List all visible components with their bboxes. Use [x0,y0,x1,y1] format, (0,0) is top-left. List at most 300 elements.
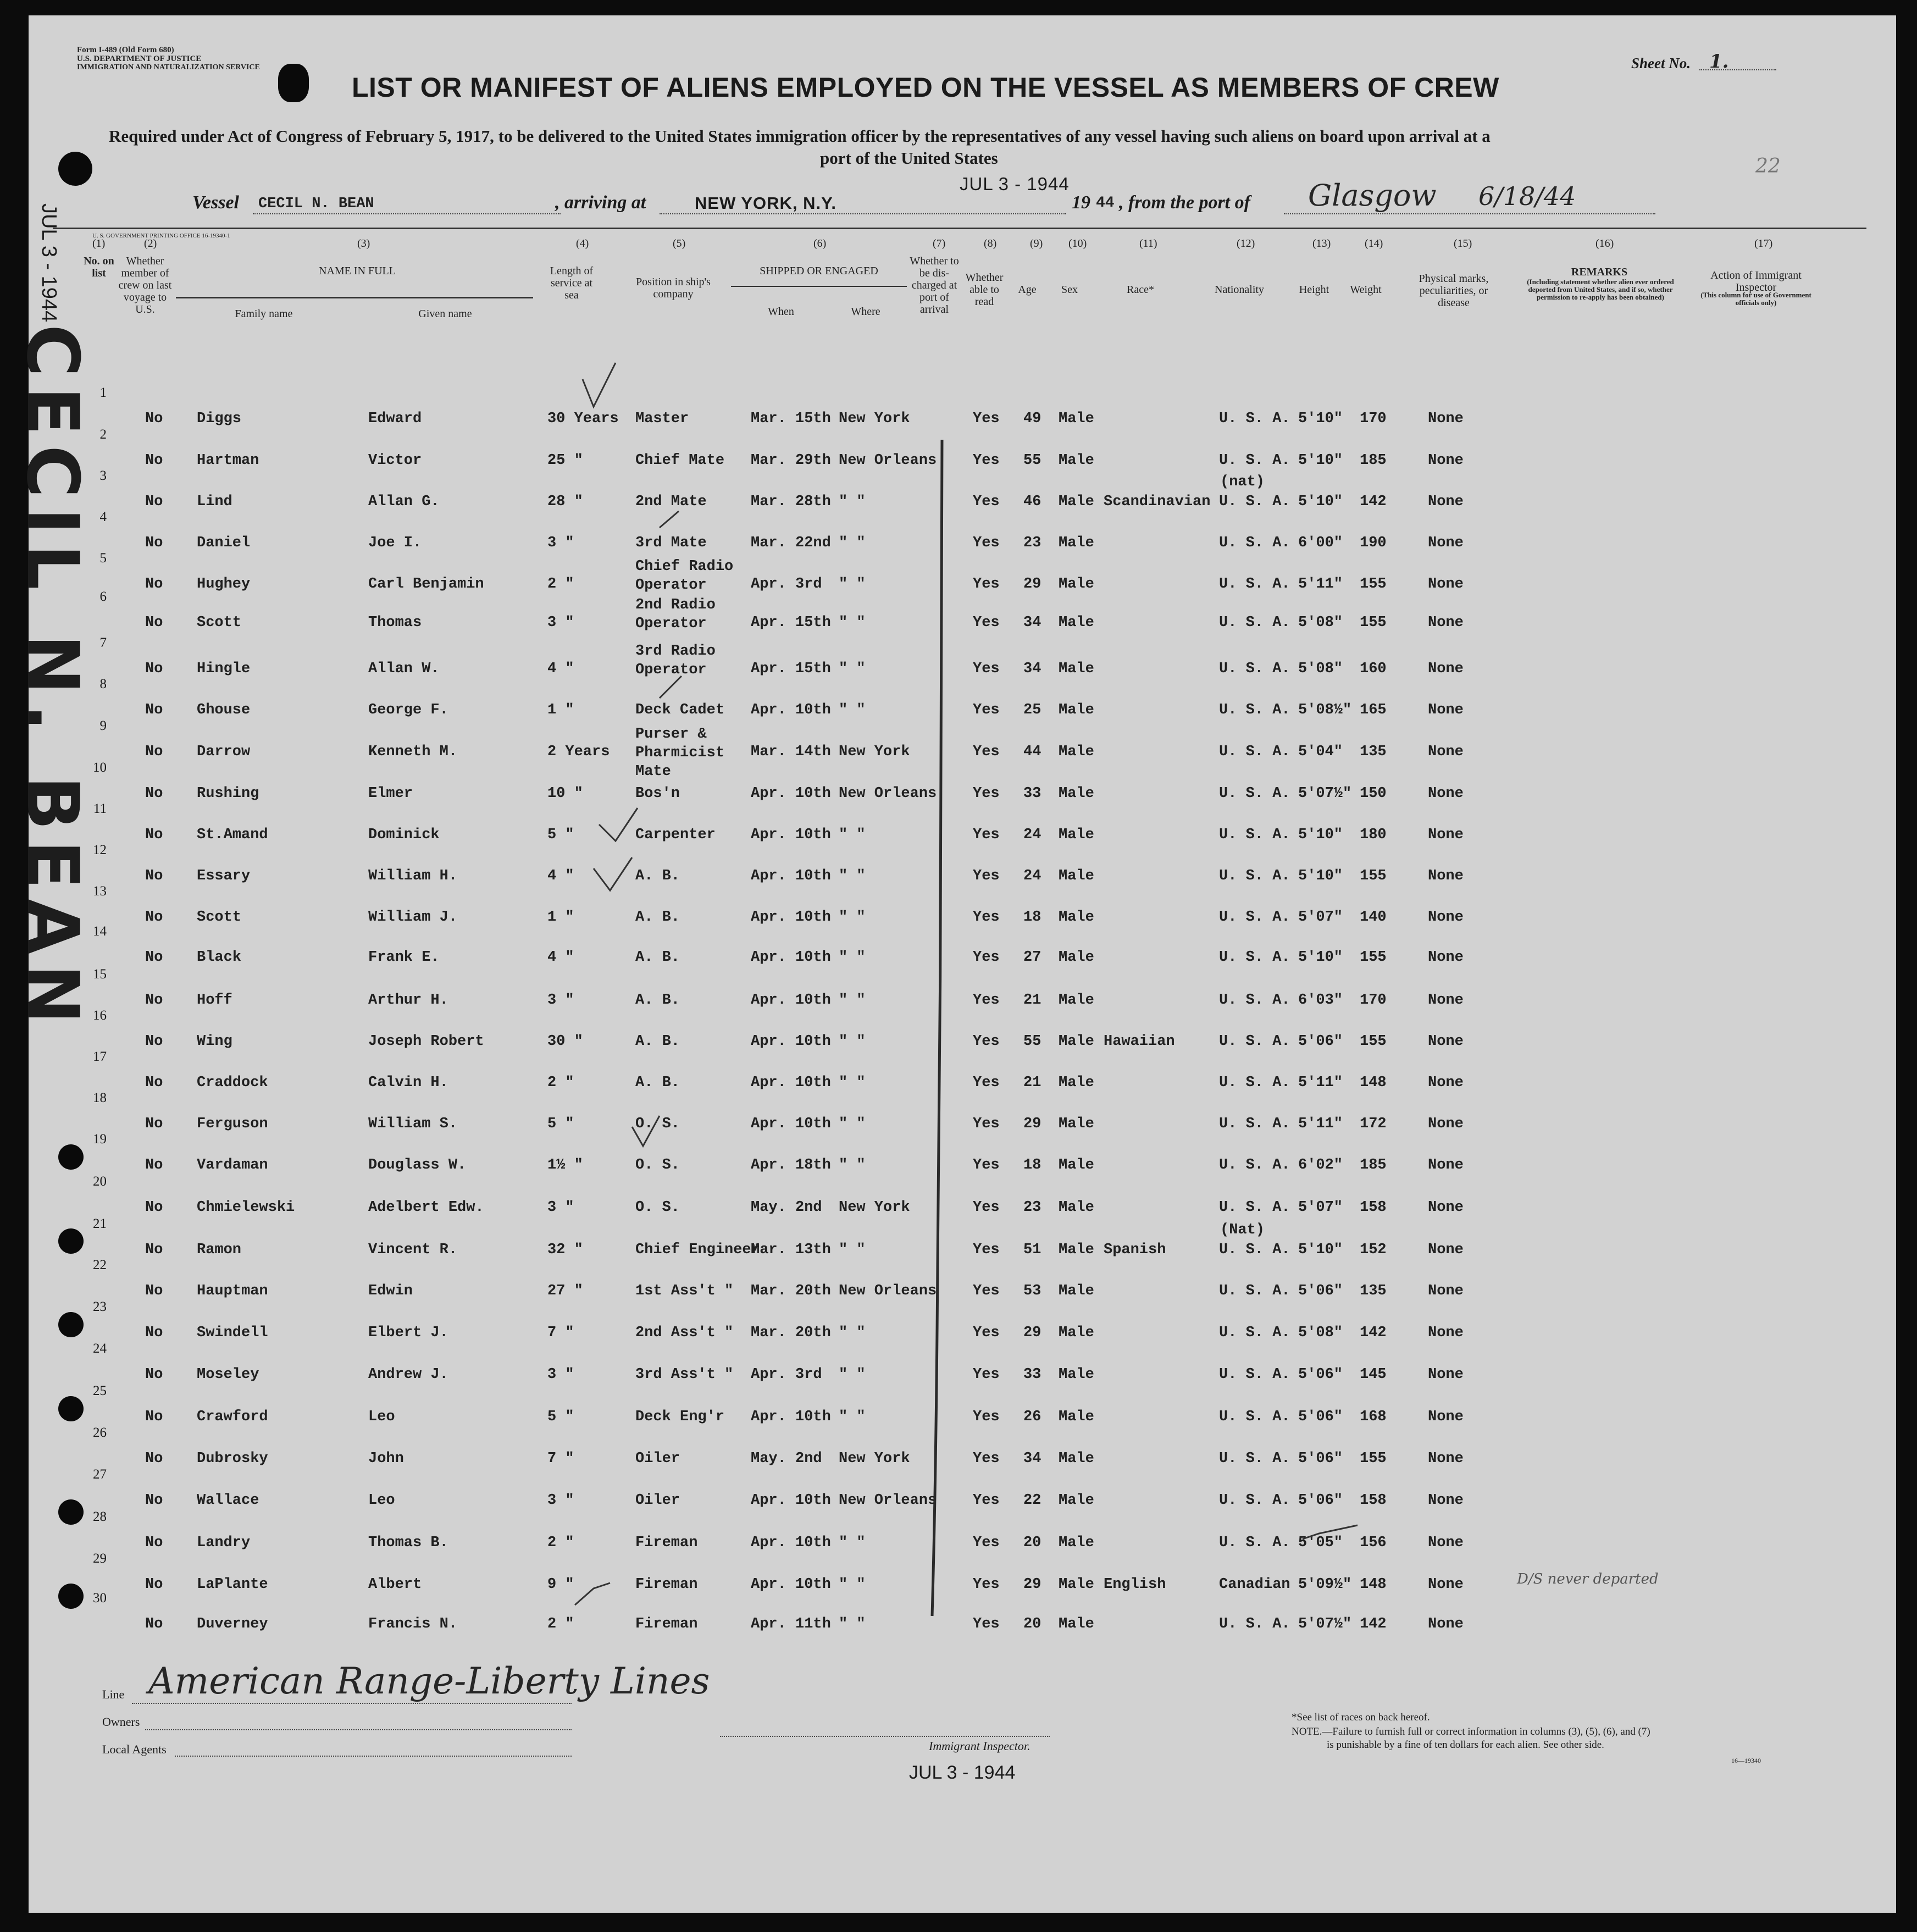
inspector-rule [720,1736,1050,1737]
able-to-read-cell: Yes [973,1283,1000,1299]
physical-marks-cell: None [1428,1157,1464,1173]
shipped-where-cell: " " [839,1366,866,1383]
given-name-cell: Arthur H. [368,992,448,1009]
last-voyage-cell: No [145,1409,163,1425]
service-length-cell: 27 " [547,1283,583,1299]
shipped-when-cell: Apr. 10th [751,1033,831,1050]
owners-label: Owners [102,1715,140,1729]
given-name-cell: Joe I. [368,535,422,551]
shipped-where-cell: " " [839,702,866,718]
sex-cell: Male [1059,785,1094,802]
weight-cell: 158 [1360,1199,1387,1216]
row-number: 26 [93,1425,107,1440]
last-voyage-cell: No [145,452,163,469]
shipped-when-cell: Apr. 15th [751,615,831,631]
given-name-cell: William S. [368,1116,458,1132]
position-cell: A. B. [635,1033,680,1050]
physical-marks-cell: None [1428,744,1464,760]
header-when: When [768,306,794,318]
family-name-cell: Black [197,949,242,966]
physical-marks-cell: None [1428,452,1464,469]
position-cell: O. S. [635,1116,680,1132]
height-cell: 5'06" [1298,1033,1343,1050]
shipped-where-cell: " " [839,1075,866,1091]
height-cell: 5'07" [1298,1199,1343,1216]
side-vessel-name: CECIL N. BEAN [11,324,95,1034]
nationality-cell: U. S. A. [1219,744,1290,760]
sex-cell: Male [1059,744,1094,760]
position-cell: Chief Mate [635,452,725,469]
physical-marks-cell: None [1428,992,1464,1009]
age-cell: 55 [1023,1033,1041,1050]
header-action-note: (This column for use of Government officials only) [1700,291,1811,307]
nationality-cell: U. S. A. [1219,452,1290,469]
last-voyage-cell: No [145,1242,163,1258]
service-length-cell: 4 " [547,949,574,966]
given-name-cell: Albert [368,1576,422,1593]
header-able-to-read: Whether able to read [965,272,1004,308]
physical-marks-cell: None [1428,909,1464,926]
row-number: 28 [93,1509,107,1524]
given-name-cell: Francis N. [368,1616,458,1632]
physical-marks-cell: None [1428,576,1464,593]
weight-cell: 140 [1360,909,1387,926]
position-cell: A. B. [635,868,680,884]
family-name-cell: Hauptman [197,1283,268,1299]
row-number: 23 [93,1299,107,1314]
nationality-cell: U. S. A. [1219,1409,1290,1425]
sex-cell: Male [1059,576,1094,593]
nationality-cell: U. S. A. [1219,1325,1290,1341]
sex-cell: Male [1059,1492,1094,1509]
weight-cell: 155 [1360,576,1387,593]
shipped-where-cell: New Orleans [839,785,937,802]
height-cell: 5'07½" [1298,1616,1352,1632]
position-cell: Master [635,411,689,427]
physical-marks-cell: None [1428,1451,1464,1467]
row-number: 17 [93,1049,107,1064]
shipped-where-cell: " " [839,1116,866,1132]
header-physical-marks: Physical marks, peculiarities, or disease [1419,273,1489,309]
row-number: 13 [93,884,107,899]
sex-cell: Male [1059,1242,1094,1258]
header-name-in-full: NAME IN FULL [319,265,396,277]
row-number: 19 [93,1132,107,1147]
agents-label: Local Agents [102,1742,167,1756]
given-name-cell: Frank E. [368,949,440,966]
printing-office: U. S. GOVERNMENT PRINTING OFFICE 16-19340-1 [92,232,230,239]
weight-cell: 180 [1360,827,1387,843]
service-length-cell: 3 " [547,992,574,1009]
given-name-cell: Victor [368,452,422,469]
row-number: 22 [93,1258,107,1272]
last-voyage-cell: No [145,411,163,427]
service-length-cell: 9 " [547,1576,574,1593]
height-cell: 5'07" [1298,909,1343,926]
nationality-cell: U. S. A. [1219,535,1290,551]
age-cell: 22 [1023,1492,1041,1509]
row-number: 12 [93,843,107,857]
age-cell: 23 [1023,535,1041,551]
column-number: (9) [1030,237,1043,250]
physical-marks-cell: None [1428,1283,1464,1299]
row-number: 21 [93,1216,107,1231]
nationality-cell: U. S. A. [1219,1616,1290,1632]
header-height: Height [1299,284,1329,296]
shipped-when-cell: Mar. 29th [751,452,831,469]
weight-cell: 142 [1360,494,1387,510]
age-cell: 27 [1023,949,1041,966]
document-subtitle: Required under Act of Congress of February 5, 1917, to be delivered to the United States immigration officer by the representatives of any vessel having such aliens on board upon arrival at a [109,126,1491,146]
sex-cell: Male [1059,1451,1094,1467]
last-voyage-cell: No [145,1366,163,1383]
arriving-port: NEW YORK, N.Y. [695,193,837,213]
discharge-vertical-line [932,440,942,1616]
shipped-where-cell: " " [839,535,866,551]
position-cell: Chief Engineer [635,1242,760,1258]
nationality-cell: U. S. A. [1219,411,1290,427]
age-cell: 20 [1023,1616,1041,1632]
sex-cell: Male [1059,411,1094,427]
row-number: 9 [99,718,107,733]
age-cell: 24 [1023,827,1041,843]
shipped-when-cell: Apr. 15th [751,661,831,677]
row-number: 15 [93,967,107,982]
line-rule [132,1703,572,1704]
family-name-cell: Ramon [197,1242,242,1258]
physical-marks-cell: None [1428,1075,1464,1091]
height-cell: 5'11" [1298,1075,1343,1091]
last-voyage-cell: No [145,1075,163,1091]
owners-rule [145,1729,572,1730]
sex-cell: Male [1059,1616,1094,1632]
nationality-cell: U. S. A. [1219,702,1290,718]
last-voyage-cell: No [145,702,163,718]
nationality-cell: U. S. A. [1219,1492,1290,1509]
nationality-cell: U. S. A. [1219,494,1290,510]
sex-cell: Male [1059,1283,1094,1299]
age-cell: 26 [1023,1409,1041,1425]
document-subtitle-2: port of the United States [820,148,998,168]
height-cell: 5'06" [1298,1409,1343,1425]
height-cell: 5'05" [1298,1535,1343,1551]
given-name-cell: Calvin H. [368,1075,448,1091]
weight-cell: 155 [1360,615,1387,631]
height-cell: 6'03" [1298,992,1343,1009]
height-cell: 5'11" [1298,576,1343,593]
shipped-when-cell: Apr. 10th [751,909,831,926]
shipped-when-cell: Apr. 11th [751,1616,831,1632]
nationality-cell: U. S. A. [1219,909,1290,926]
sex-cell: Male [1059,827,1094,843]
column-number: (6) [813,237,827,250]
service-length-cell: 7 " [547,1325,574,1341]
from-port: Glasgow [1308,178,1437,213]
arrival-date-stamp: JUL 3 - 1944 [960,174,1070,194]
service-length-cell: 5 " [547,1116,574,1132]
shipped-where-cell: " " [839,615,866,631]
shipped-when-cell: Mar. 22nd [751,535,831,551]
height-cell: 5'08" [1298,615,1343,631]
weight-cell: 168 [1360,1409,1387,1425]
column-number: (3) [357,237,370,250]
position-cell: Purser & Pharmicist Mate [635,726,725,780]
shipped-when-cell: Apr. 10th [751,827,831,843]
given-name-cell: Edwin [368,1283,413,1299]
nationality-cell: U. S. A. [1219,1116,1290,1132]
age-cell: 33 [1023,785,1041,802]
sex-cell: Male [1059,1366,1094,1383]
family-name-cell: Hoff [197,992,232,1009]
row-number: 1 [99,385,107,400]
given-name-cell: Vincent R. [368,1242,458,1258]
shipped-when-cell: Apr. 10th [751,1535,831,1551]
weight-cell: 145 [1360,1366,1387,1383]
able-to-read-cell: Yes [973,1033,1000,1050]
physical-marks-cell: None [1428,1409,1464,1425]
nationality-cell: U. S. A. [1219,1283,1290,1299]
last-voyage-cell: No [145,868,163,884]
able-to-read-cell: Yes [973,1199,1000,1216]
header-nationality: Nationality [1215,284,1264,296]
service-length-cell: 3 " [547,1366,574,1383]
weight-cell: 170 [1360,992,1387,1009]
race-cell: Scandinavian [1104,494,1211,510]
shipped-where-cell: " " [839,1576,866,1593]
physical-marks-cell: None [1428,1366,1464,1383]
position-cell: Oiler [635,1492,680,1509]
header-given-name: Given name [418,308,472,320]
age-cell: 33 [1023,1366,1041,1383]
age-cell: 44 [1023,744,1041,760]
last-voyage-cell: No [145,1199,163,1216]
position-cell: 3rd Mate [635,535,707,551]
position-cell: Deck Eng'r [635,1409,725,1425]
able-to-read-cell: Yes [973,1366,1000,1383]
able-to-read-cell: Yes [973,1242,1000,1258]
given-name-cell: Thomas [368,615,422,631]
nationality-cell: U. S. A. [1219,992,1290,1009]
last-voyage-cell: No [145,1451,163,1467]
shipped-when-cell: Mar. 20th [751,1283,831,1299]
family-name-cell: Chmielewski [197,1199,295,1216]
column-number: (4) [576,237,589,250]
last-voyage-cell: No [145,1033,163,1050]
position-cell: 3rd Radio Operator [635,643,716,678]
header-remarks: REMARKS [1571,266,1628,278]
nationality-cell: U. S. A. [1219,1075,1290,1091]
form-number: Form I-489 (Old Form 680) [77,46,174,54]
physical-marks-cell: None [1428,661,1464,677]
service-length-cell: 2 Years [547,744,610,760]
service-length-cell: 3 " [547,615,574,631]
height-cell: 5'11" [1298,1116,1343,1132]
able-to-read-cell: Yes [973,1576,1000,1593]
column-number: (15) [1454,237,1472,250]
able-to-read-cell: Yes [973,1409,1000,1425]
row-number: 3 [99,468,107,483]
height-cell: 5'10" [1298,827,1343,843]
pencil-tick [599,808,638,841]
row-number: 20 [93,1174,107,1189]
height-cell: 5'10" [1298,949,1343,966]
given-name-cell: Andrew J. [368,1366,448,1383]
column-number: (13) [1312,237,1331,250]
physical-marks-cell: None [1428,1492,1464,1509]
height-cell: 5'08" [1298,661,1343,677]
shipped-when-cell: Apr. 18th [751,1157,831,1173]
shipped-where-cell: " " [839,827,866,843]
shipped-when-cell: Apr. 3rd [751,1366,822,1383]
given-name-cell: John [368,1451,404,1467]
weight-cell: 158 [1360,1492,1387,1509]
given-name-cell: Adelbert Edw. [368,1199,484,1216]
shipped-when-cell: Apr. 10th [751,1492,831,1509]
nationality-cell: U. S. A. [1219,576,1290,593]
shipped-where-cell: New Orleans [839,1492,937,1509]
column-number: (7) [933,237,946,250]
age-cell: 46 [1023,494,1041,510]
position-cell: A. B. [635,992,680,1009]
family-name-cell: Crawford [197,1409,268,1425]
able-to-read-cell: Yes [973,992,1000,1009]
able-to-read-cell: Yes [973,494,1000,510]
position-cell: O. S. [635,1199,680,1216]
service-length-cell: 4 " [547,868,574,884]
sex-cell: Male [1059,494,1094,510]
position-cell: Fireman [635,1616,698,1632]
last-voyage-cell: No [145,827,163,843]
row-number: 4 [99,510,107,524]
shipped-when-cell: Apr. 10th [751,1075,831,1091]
document-title: LIST OR MANIFEST OF ALIENS EMPLOYED ON THE VESSEL AS MEMBERS OF CREW [352,72,1499,103]
given-name-cell: Elbert J. [368,1325,448,1341]
header-position: Position in ship's company [636,276,711,300]
height-cell: 5'09½" [1298,1576,1352,1593]
able-to-read-cell: Yes [973,827,1000,843]
service-length-cell: 30 Years [547,411,619,427]
races-note: *See list of races on back hereof. [1292,1712,1430,1723]
header-age: Age [1018,284,1037,296]
sex-cell: Male [1059,992,1094,1009]
weight-cell: 150 [1360,785,1387,802]
shipped-where-cell: " " [839,1242,866,1258]
age-cell: 29 [1023,1576,1041,1593]
weight-cell: 135 [1360,1283,1387,1299]
able-to-read-cell: Yes [973,1116,1000,1132]
header-sex: Sex [1061,284,1078,296]
able-to-read-cell: Yes [973,1492,1000,1509]
able-to-read-cell: Yes [973,1075,1000,1091]
row-number: 18 [93,1090,107,1105]
last-voyage-cell: No [145,992,163,1009]
last-voyage-cell: No [145,1116,163,1132]
height-cell: 5'08" [1298,1325,1343,1341]
naturalized-note: (nat) [1220,474,1265,490]
shipped-where-cell: " " [839,1535,866,1551]
given-name-cell: Dominick [368,827,440,843]
physical-marks-cell: None [1428,785,1464,802]
physical-marks-cell: None [1428,949,1464,966]
age-cell: 29 [1023,1325,1041,1341]
column-number: (1) [92,237,106,250]
service-length-cell: 4 " [547,661,574,677]
shipped-where-cell: " " [839,949,866,966]
last-voyage-cell: No [145,1576,163,1593]
column-number: (10) [1068,237,1087,250]
position-cell: Deck Cadet [635,702,725,718]
pencil-tick [660,676,682,698]
height-cell: 5'10" [1298,411,1343,427]
nationality-cell: U. S. A. [1219,949,1290,966]
physical-marks-cell: None [1428,535,1464,551]
shipped-when-cell: May. 2nd [751,1451,822,1467]
family-name-cell: Swindell [197,1325,268,1341]
given-name-cell: Edward [368,411,422,427]
physical-marks-cell: None [1428,702,1464,718]
from-label: , from the port of [1119,192,1250,213]
service-name: IMMIGRATION AND NATURALIZATION SERVICE [77,63,260,71]
service-length-cell: 2 " [547,1535,574,1551]
physical-marks-cell: None [1428,1576,1464,1593]
header-action: Action of Immigrant Inspector [1710,269,1802,294]
physical-marks-cell: None [1428,494,1464,510]
line-label: Line [102,1687,125,1701]
header-family-name: Family name [235,308,293,320]
position-cell: Bos'n [635,785,680,802]
penalty-note-2: is punishable by a fine of ten dollars for each alien. See other side. [1327,1739,1604,1751]
weight-cell: 190 [1360,535,1387,551]
line-signature: American Range-Liberty Lines [148,1660,710,1702]
given-name-cell: William H. [368,868,458,884]
age-cell: 20 [1023,1535,1041,1551]
column-number: (8) [984,237,997,250]
corner-number: 22 [1755,155,1781,178]
given-name-cell: William J. [368,909,458,926]
nationality-cell: U. S. A. [1219,785,1290,802]
last-voyage-cell: No [145,661,163,677]
physical-marks-cell: None [1428,868,1464,884]
weight-cell: 148 [1360,1075,1387,1091]
row-number: 14 [93,924,107,939]
last-voyage-cell: No [145,1283,163,1299]
family-name-cell: Duverney [197,1616,268,1632]
shipped-when-cell: Apr. 10th [751,868,831,884]
last-voyage-cell: No [145,949,163,966]
able-to-read-cell: Yes [973,909,1000,926]
shipped-when-cell: Mar. 14th [751,744,831,760]
service-length-cell: 28 " [547,494,583,510]
shipped-where-cell: New York [839,744,910,760]
height-cell: 6'00" [1298,535,1343,551]
age-cell: 24 [1023,868,1041,884]
age-cell: 25 [1023,702,1041,718]
column-number: (5) [673,237,686,250]
service-length-cell: 10 " [547,785,583,802]
position-cell: Carpenter [635,827,716,843]
family-name-cell: Ghouse [197,702,251,718]
shipped-where-cell: " " [839,661,866,677]
shipped-where-cell: New York [839,1199,910,1216]
physical-marks-cell: None [1428,1116,1464,1132]
nationality-cell: U. S. A. [1219,868,1290,884]
remarks-cell: D/S never departed [1517,1571,1659,1587]
race-cell: English [1104,1576,1166,1593]
age-cell: 51 [1023,1242,1041,1258]
height-cell: 5'06" [1298,1451,1343,1467]
from-date: 6/18/44 [1478,181,1576,211]
nationality-cell: Canadian [1219,1576,1290,1593]
